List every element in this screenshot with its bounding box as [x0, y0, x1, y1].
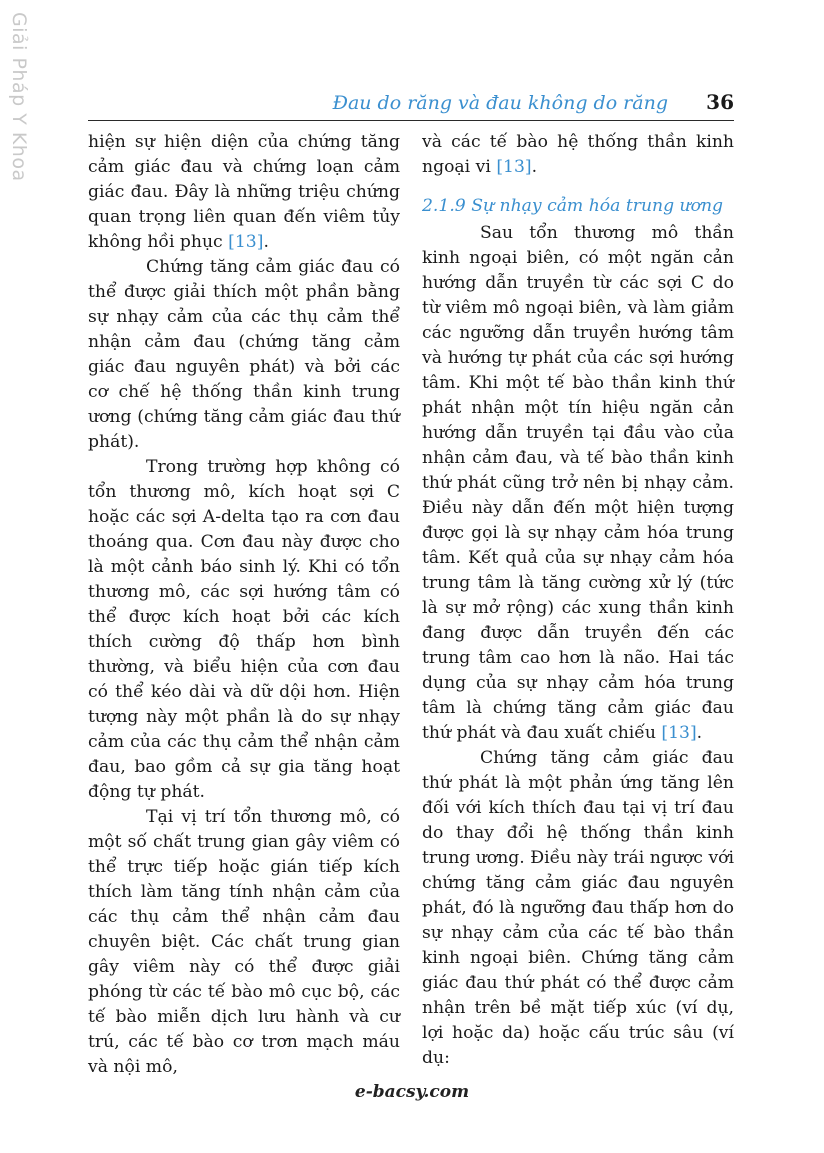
paragraph: Chứng tăng cảm giác đau có thể được giải thích một phần bằng sự nhạy cảm của các thụ cảm thể nhận cảm đau (chứng tăng cảm giác đau nguyên phát) và bởi các cơ chế hệ thống thần kinh trung ương (chứng tăng cảm giác đau thứ phát).: [88, 257, 400, 452]
paragraph: và các tế bào hệ thống thần kinh ngoại vi [13].: [422, 132, 734, 177]
side-brand-watermark: Giải Pháp Y Khoa: [8, 12, 30, 182]
paragraph: Tại vị trí tổn thương mô, có một số chất trung gian gây viêm có thể trực tiếp hoặc gián tiếp kích thích làm tăng tính nhận cảm của các thụ cảm thể nhận cảm đau chuyên biệt. Các chất trung gian gây viêm này có thể được giải phóng từ các tế bào mô cục bộ, các tế bào miễn dịch lưu hành và cư trú, các tế bào cơ trơn mạch máu và nội mô,: [88, 807, 400, 1077]
left-column: [88, 130, 400, 1080]
citation-link[interactable]: [13]: [496, 157, 532, 177]
paragraph: Chứng tăng cảm giác đau thứ phát là một phản ứng tăng lên đối với kích thích đau tại vị trí đau do thay đổi hệ thống thần kinh trung ương. Điều này trái ngược với chứng tăng cảm giác đau nguyên phát, đó là ngưỡng đau thấp hơn do sự nhạy cảm của các tế bào thần kinh ngoại biên. Chứng tăng cảm giác đau thứ phát có thể được cảm nhận trên bề mặt tiếp xúc (ví dụ, lợi hoặc da) hoặc cấu trúc sâu (ví dụ:: [422, 748, 734, 1068]
right-column: [422, 130, 734, 1071]
section-heading: 2.1.9 Sự nhạy cảm hóa trung ương: [422, 196, 724, 216]
citation-link[interactable]: [13]: [661, 723, 697, 743]
paragraph: Trong trường hợp không có tổn thương mô, kích hoạt sợi C hoặc các sợi A-delta tạo ra cơn đau thoáng qua. Cơn đau này được cho là một cảnh báo sinh lý. Khi có tổn thương mô, các sợi hướng tâm có thể được kích hoạt bởi các kích thích cường độ thấp hơn bình thường, và biểu hiện của cơn đau có thể kéo dài và dữ dội hơn. Hiện tượng này một phần là do sự nhạy cảm của các thụ cảm thể nhận cảm đau, bao gồm cả sự gia tăng hoạt động tự phát.: [88, 457, 400, 802]
citation-link[interactable]: [13]: [228, 232, 264, 252]
footer-site-name: e-bacsy.com: [354, 1082, 470, 1102]
page-header: [88, 90, 734, 121]
page-number: 36: [706, 90, 734, 114]
paragraph: hiện sự hiện diện của chứng tăng cảm giác đau và chứng loạn cảm giác đau. Đây là những triệu chứng quan trọng liên quan đến viêm tủy không hồi phục [13].: [88, 132, 400, 252]
chapter-title: Đau do răng và đau không do răng: [332, 92, 668, 114]
paragraph: Sau tổn thương mô thần kinh ngoại biên, có một ngăn cản hướng dẫn truyền từ các sợi C do từ viêm mô ngoại biên, và làm giảm các ngưỡng dẫn truyền hướng tâm và hướng tự phát của các sợi hướng tâm. Khi một tế bào thần kinh thứ phát nhận một tín hiệu ngăn cản hướng dẫn truyền tại đầu vào của nhận cảm đau, và tế bào thần kinh thứ phát cũng trở nên bị nhạy cảm. Điều này dẫn đến một hiện tượng được gọi là sự nhạy cảm hóa trung tâm. Kết quả của sự nhạy cảm hóa trung tâm là tăng cường xử lý (tức là sự mở rộng) các xung thần kinh đang được dẫn truyền đến các trung tâm cao hơn là não. Hai tác dụng của sự nhạy cảm hóa trung tâm là chứng tăng cảm giác đau thứ phát và đau xuất chiếu [13].: [422, 223, 734, 743]
